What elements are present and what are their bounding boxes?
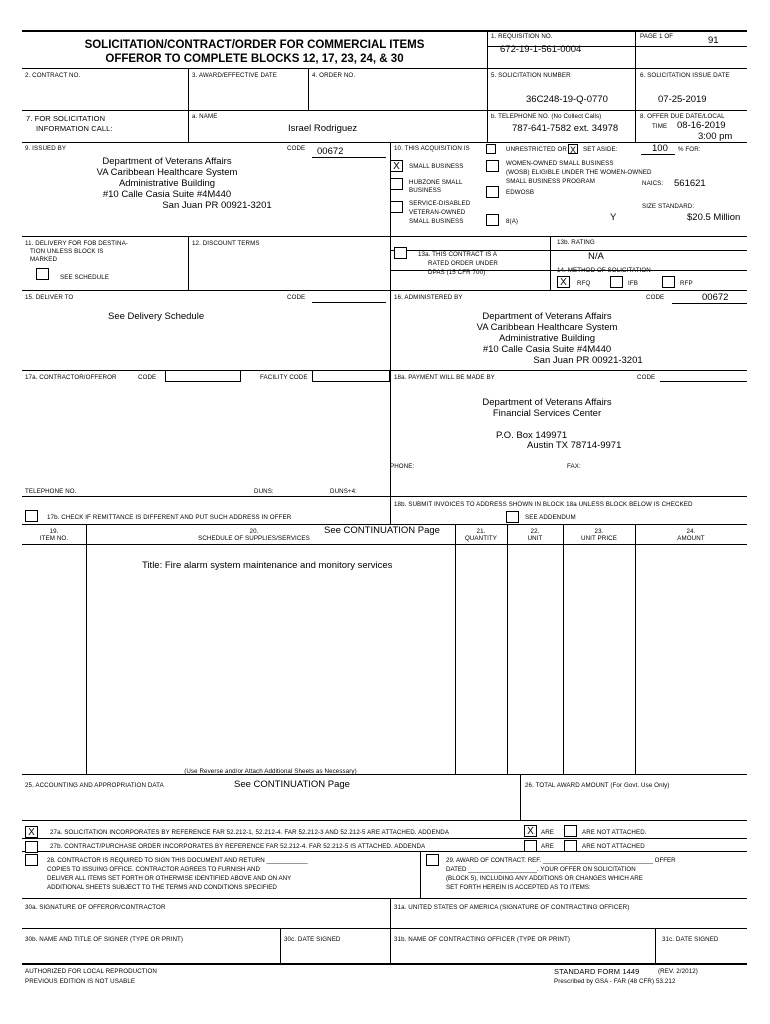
- rule: [22, 496, 747, 497]
- issued-by-label: 9. ISSUED BY: [25, 145, 67, 152]
- rule: [22, 290, 747, 291]
- col21-num: 21.: [476, 528, 486, 535]
- col19-header: ITEM NO.: [39, 535, 69, 542]
- unrestricted-checkbox[interactable]: [486, 144, 496, 154]
- 27a-are-checkbox[interactable]: X: [524, 825, 537, 837]
- clause-28-line: ADDITIONAL SHEETS SUBJECT TO THE TERMS AND CONDITIONS SPECIFIED: [47, 884, 277, 891]
- rule: [641, 154, 675, 155]
- address-line: VA Caribbean Healthcare System: [96, 167, 238, 178]
- see-addendum-checkbox[interactable]: [506, 511, 519, 523]
- rule: [520, 774, 521, 820]
- method-label: 14. METHOD OF SOLICITATION: [557, 267, 651, 274]
- rule: [22, 963, 747, 965]
- edwosb-checkbox[interactable]: [486, 186, 499, 198]
- address-line: San Juan PR 00921-3201: [533, 355, 643, 366]
- clause-28-line: COPIES TO ISSUING OFFICE. CONTRACTOR AGREES TO FURNISH AND: [47, 866, 260, 873]
- col20-header: SCHEDULE OF SUPPLIES/SERVICES: [198, 535, 310, 542]
- rule: [550, 236, 551, 290]
- payment-label: 18a. PAYMENT WILL BE MADE BY: [394, 374, 495, 381]
- col23-header: UNIT PRICE: [581, 535, 617, 542]
- rule: [22, 30, 747, 32]
- see-schedule-checkbox[interactable]: [36, 268, 49, 280]
- telephone-value: 787-641-7582 ext. 34978: [512, 123, 619, 134]
- rfq-checkbox[interactable]: X: [557, 276, 570, 288]
- rule: [86, 524, 87, 774]
- info-call-label-2: INFORMATION CALL:: [36, 124, 113, 133]
- sdvosb-label-2: VETERAN-OWNED: [409, 209, 466, 216]
- telephone-label: b. TELEPHONE NO. (No Collect Calls): [491, 113, 602, 120]
- name-label: a. NAME: [192, 113, 218, 120]
- rule: [188, 236, 189, 290]
- duns4-label: DUNS+4:: [330, 488, 358, 495]
- rule: [308, 68, 309, 110]
- delivery-label-3: MARKED: [30, 256, 58, 263]
- rule: [22, 142, 747, 143]
- small-business-label: SMALL BUSINESS: [409, 163, 464, 170]
- offer-due-time: 3:00 pm: [698, 131, 733, 142]
- dpas-checkbox[interactable]: [394, 247, 407, 259]
- administered-by-code-label: CODE: [646, 294, 665, 301]
- delivery-label-2: TION UNLESS BLOCK IS: [30, 248, 104, 255]
- officer-date-label: 31c. DATE SIGNED: [662, 936, 719, 943]
- dpas-label-2: RATED ORDER UNDER: [428, 260, 498, 267]
- sf1449-form: [22, 30, 747, 985]
- rule: [487, 30, 488, 142]
- col21-header: QUANTITY: [464, 535, 498, 542]
- administered-by-code: 00672: [702, 292, 729, 303]
- rule: [22, 928, 747, 929]
- rule: [22, 898, 747, 899]
- 8a-mark: Y: [610, 212, 617, 223]
- clause-29-line: 29. AWARD OF CONTRACT: REF. ________________________________ OFFER: [446, 857, 676, 864]
- rating-value: N/A: [588, 251, 604, 262]
- col24-header: AMOUNT: [677, 535, 705, 542]
- clause-29-line: DATED ____________________. YOUR OFFER ON SOLICITATION: [446, 866, 636, 873]
- footer-reproduction: AUTHORIZED FOR LOCAL REPRODUCTION: [25, 968, 157, 975]
- see-schedule-label: SEE SCHEDULE: [60, 274, 109, 281]
- rule: [22, 110, 747, 111]
- hubzone-label-1: HUBZONE SMALL: [409, 179, 463, 186]
- 27b-are-checkbox[interactable]: [524, 840, 537, 852]
- clause-28: [47, 856, 308, 892]
- schedule-continuation: See CONTINUATION Page: [324, 525, 440, 536]
- form-title: [22, 38, 487, 66]
- sdvosb-label-3: SMALL BUSINESS: [409, 218, 464, 225]
- rule: [22, 236, 747, 237]
- rating-label: 13b. RATING: [557, 239, 595, 246]
- delivery-label-1: 11. DELIVERY FOR FOB DESTINA-: [25, 240, 128, 247]
- rule: [390, 898, 391, 963]
- solicitation-number-value: 36C248-19-Q-0770: [526, 94, 608, 105]
- deliver-to-value: See Delivery Schedule: [108, 311, 205, 322]
- 27b-are-not-label: ARE NOT ATTACHED: [582, 843, 645, 850]
- address-line: VA Caribbean Healthcare System: [476, 322, 618, 333]
- requisition-label: 1. REQUISITION NO.: [491, 33, 553, 40]
- contractor-label: 17a. CONTRACTOR/OFFEROR: [25, 374, 117, 381]
- footer-form-name: STANDARD FORM 1449: [554, 967, 640, 976]
- payment-code-label: CODE: [637, 374, 656, 381]
- rule: [507, 524, 508, 774]
- time-label: TIME: [652, 123, 668, 130]
- clause-29: [446, 856, 676, 892]
- solicitation-number-label: 5. SOLICITATION NUMBER: [491, 72, 571, 79]
- accounting-continuation: See CONTINUATION Page: [234, 779, 350, 790]
- remittance-label: 17b. CHECK IF REMITTANCE IS DIFFERENT AND PUT SUCH ADDRESS IN OFFER: [47, 514, 292, 521]
- col23-num: 23.: [594, 528, 604, 535]
- sdvosb-label-1: SERVICE-DISABLED: [409, 200, 471, 207]
- hubzone-checkbox[interactable]: [390, 178, 403, 190]
- solicitation-date-value: 07-25-2019: [658, 94, 707, 105]
- unrestricted-label: UNRESTRICTED OR: [506, 146, 567, 153]
- 27b-are-not-checkbox[interactable]: [564, 840, 577, 852]
- issued-by-code-label: CODE: [287, 145, 306, 152]
- address-line: Administrative Building: [498, 333, 596, 344]
- remittance-checkbox[interactable]: [25, 510, 38, 522]
- 27a-are-not-checkbox[interactable]: [564, 825, 577, 837]
- edwosb-label: EDWOSB: [506, 189, 535, 196]
- contractor-code-field[interactable]: [165, 370, 241, 382]
- 8a-checkbox[interactable]: [486, 214, 499, 226]
- award-date-label: 3. AWARD/EFFECTIVE DATE: [192, 72, 277, 79]
- ifb-checkbox[interactable]: [610, 276, 623, 288]
- 8a-label: 8(A): [506, 218, 519, 225]
- ifb-label: IFB: [628, 280, 638, 287]
- set-aside-checkbox[interactable]: X: [569, 145, 576, 155]
- accounting-label: 25. ACCOUNTING AND APPROPRIATION DATA: [25, 782, 164, 789]
- form-title-line2: OFFEROR TO COMPLETE BLOCKS 12, 17, 23, 24, & 30: [105, 53, 404, 65]
- payment-po-box: P.O. Box 149971: [496, 430, 568, 441]
- address-line: #10 Calle Casia Suite #4M440: [102, 189, 232, 200]
- rule: [22, 838, 747, 839]
- issued-by-address: [62, 156, 272, 211]
- address-line: Administrative Building: [118, 178, 216, 189]
- rule: [635, 524, 636, 774]
- sdvosb-checkbox[interactable]: [390, 201, 403, 213]
- signer-name-label: 30b. NAME AND TITLE OF SIGNER (TYPE OR PRINT): [25, 936, 184, 943]
- footer-previous-edition: PREVIOUS EDITION IS NOT USABLE: [25, 978, 136, 985]
- size-standard-label: SIZE STANDARD:: [642, 203, 695, 210]
- wosb-checkbox[interactable]: [486, 160, 499, 172]
- rule: [188, 68, 189, 142]
- 28-checkbox[interactable]: [25, 854, 38, 866]
- deliver-to-label: 15. DELIVER TO: [25, 294, 74, 301]
- rfp-label: RFP: [680, 280, 693, 287]
- address-line: Department of Veterans Affairs: [102, 156, 232, 167]
- address-line: #10 Calle Casia Suite #4M440: [482, 344, 612, 355]
- address-line: San Juan PR 00921-3201: [162, 200, 272, 211]
- wosb-label-3: SMALL BUSINESS PROGRAM: [506, 178, 595, 185]
- 27b-are-label: ARE: [541, 843, 555, 850]
- issued-by-code: 00672: [317, 146, 344, 157]
- total-award-label: 26. TOTAL AWARD AMOUNT (For Govt. Use Only): [525, 782, 670, 789]
- officer-name-label: 31b. NAME OF CONTRACTING OFFICER (TYPE OR PRINT): [394, 936, 570, 943]
- rule: [635, 30, 636, 142]
- rfp-checkbox[interactable]: [662, 276, 675, 288]
- rule: [312, 302, 386, 303]
- solicitation-date-label: 6. SOLICITATION ISSUE DATE: [640, 72, 730, 79]
- percent-for-label: % FOR:: [678, 146, 701, 153]
- deliver-to-code-label: CODE: [287, 294, 306, 301]
- size-standard-value: $20.5 Million: [687, 212, 741, 223]
- facility-code-field[interactable]: [312, 370, 390, 382]
- 29-checkbox[interactable]: [426, 854, 439, 866]
- naics-label: NAICS:: [642, 180, 664, 187]
- small-business-checkbox[interactable]: X: [390, 160, 403, 172]
- schedule-title-line: Title: Fire alarm system maintenance and monitory services: [142, 560, 393, 571]
- footer-revision: (REV. 2/2012): [658, 968, 698, 975]
- col24-num: 24.: [686, 528, 696, 535]
- address-line: Department of Veterans Affairs: [482, 311, 612, 322]
- 27a-label: 27a. SOLICITATION INCORPORATES BY REFERENCE FAR 52.212-1, 52.212-4. FAR 52.212-3 AND 52.212-5 ARE ATTACHED. ADDENDA: [50, 829, 450, 836]
- rule: [655, 928, 656, 963]
- 27b-label: 27b. CONTRACT/PURCHASE ORDER INCORPORATES BY REFERENCE FAR 52.212-4. FAR 52.212-5 IS ATTACHED. ADDENDA: [50, 843, 426, 850]
- dpas-label-1: 13a. THIS CONTRACT IS A: [418, 251, 498, 258]
- clause-29-line: (BLOCK 5), INCLUDING ANY ADDITIONS OR CHANGES WHICH ARE: [446, 875, 643, 882]
- telephone-no-label: TELEPHONE NO.: [25, 488, 77, 495]
- hubzone-label-2: BUSINESS: [409, 187, 442, 194]
- signature-officer-label: 31a. UNITED STATES OF AMERICA (SIGNATURE OF CONTRACTING OFFICER): [394, 904, 630, 911]
- page-label: PAGE 1 OF: [640, 33, 674, 40]
- order-no-label: 4. ORDER NO.: [312, 72, 356, 79]
- col22-num: 22.: [530, 528, 540, 535]
- acquisition-label: 10. THIS ACQUISITION IS: [394, 145, 470, 152]
- discount-terms-label: 12. DISCOUNT TERMS: [192, 240, 260, 247]
- facility-code-label: FACILITY CODE: [260, 374, 308, 381]
- offer-due-label: 8. OFFER DUE DATE/LOCAL: [640, 113, 725, 120]
- signature-offeror-label: 30a. SIGNATURE OF OFFEROR/CONTRACTOR: [25, 904, 166, 911]
- address-line: Financial Services Center: [492, 408, 602, 419]
- rule: [22, 544, 747, 545]
- clause-28-line: DELIVER ALL ITEMS SET FORTH OR OTHERWISE IDENTIFIED ABOVE AND ON ANY: [47, 875, 292, 882]
- set-aside-percent: 100: [652, 143, 668, 154]
- requisition-value: 672-19-1-561-0004: [500, 44, 582, 55]
- set-aside-label: SET ASIDE:: [583, 146, 618, 153]
- rule: [455, 524, 456, 774]
- dpas-label-3: DPAS (15 CFR 700): [428, 269, 486, 276]
- contract-no-label: 2. CONTRACT NO.: [25, 72, 81, 79]
- invoice-label: 18b. SUBMIT INVOICES TO ADDRESS SHOWN IN BLOCK 18a UNLESS BLOCK BELOW IS CHECKED: [394, 501, 693, 508]
- signer-date-label: 30c. DATE SIGNED: [284, 936, 341, 943]
- clause-28-line: 28. CONTRACTOR IS REQUIRED TO SIGN THIS DOCUMENT AND RETURN ____________: [47, 857, 308, 864]
- info-call-label-1: 7. FOR SOLICITATION: [26, 114, 106, 123]
- rule: [420, 851, 421, 898]
- rule: [312, 157, 386, 158]
- contractor-code-label: CODE: [138, 374, 157, 381]
- page-total: 91: [708, 35, 719, 46]
- rule: [563, 524, 564, 774]
- col20-num: 20.: [249, 528, 259, 535]
- footer-prescribed: Prescribed by GSA - FAR (48 CFR) 53.212: [554, 978, 676, 985]
- naics-value: 561621: [674, 178, 706, 189]
- payment-address: [447, 397, 647, 419]
- rule: [22, 68, 747, 69]
- address-line: Department of Veterans Affairs: [482, 397, 612, 408]
- 27a-are-not-label: ARE NOT ATTACHED.: [582, 829, 647, 836]
- administered-by-label: 16. ADMINISTERED BY: [394, 294, 463, 301]
- rule: [660, 381, 747, 382]
- col19-num: 19.: [49, 528, 59, 535]
- col22-header: UNIT: [527, 535, 543, 542]
- payment-fax-label: FAX:: [567, 463, 581, 470]
- wosb-label-1: WOMEN-OWNED SMALL BUSINESS: [506, 160, 614, 167]
- rule: [280, 928, 281, 963]
- payment-phone-label: PHONE:: [390, 463, 415, 470]
- 27a-checkbox[interactable]: X: [25, 826, 38, 838]
- offer-due-date: 08-16-2019: [677, 120, 726, 131]
- duns-label: DUNS:: [254, 488, 274, 495]
- rfq-label: RFQ: [577, 280, 591, 287]
- payment-city: Austin TX 78714-9971: [527, 440, 622, 451]
- 27a-are-label: ARE: [541, 829, 555, 836]
- contact-name: Israel Rodriguez: [288, 123, 358, 134]
- 27b-checkbox[interactable]: [25, 841, 38, 853]
- rule: [22, 820, 747, 821]
- see-addendum-label: SEE ADDENDUM: [525, 514, 576, 521]
- clause-29-line: SET FORTH HEREIN IS ACCEPTED AS TO ITEMS:: [446, 884, 591, 891]
- rule: [22, 851, 747, 852]
- form-title-line1: SOLICITATION/CONTRACT/ORDER FOR COMMERCIAL ITEMS: [84, 39, 425, 51]
- reverse-note: (Use Reverse and/or Attach Additional Sheets as Necessary): [184, 768, 357, 775]
- administered-by-address: [447, 311, 647, 366]
- rule: [672, 303, 747, 304]
- wosb-label-2: (WOSB) ELIGIBLE UNDER THE WOMEN-OWNED: [506, 169, 652, 176]
